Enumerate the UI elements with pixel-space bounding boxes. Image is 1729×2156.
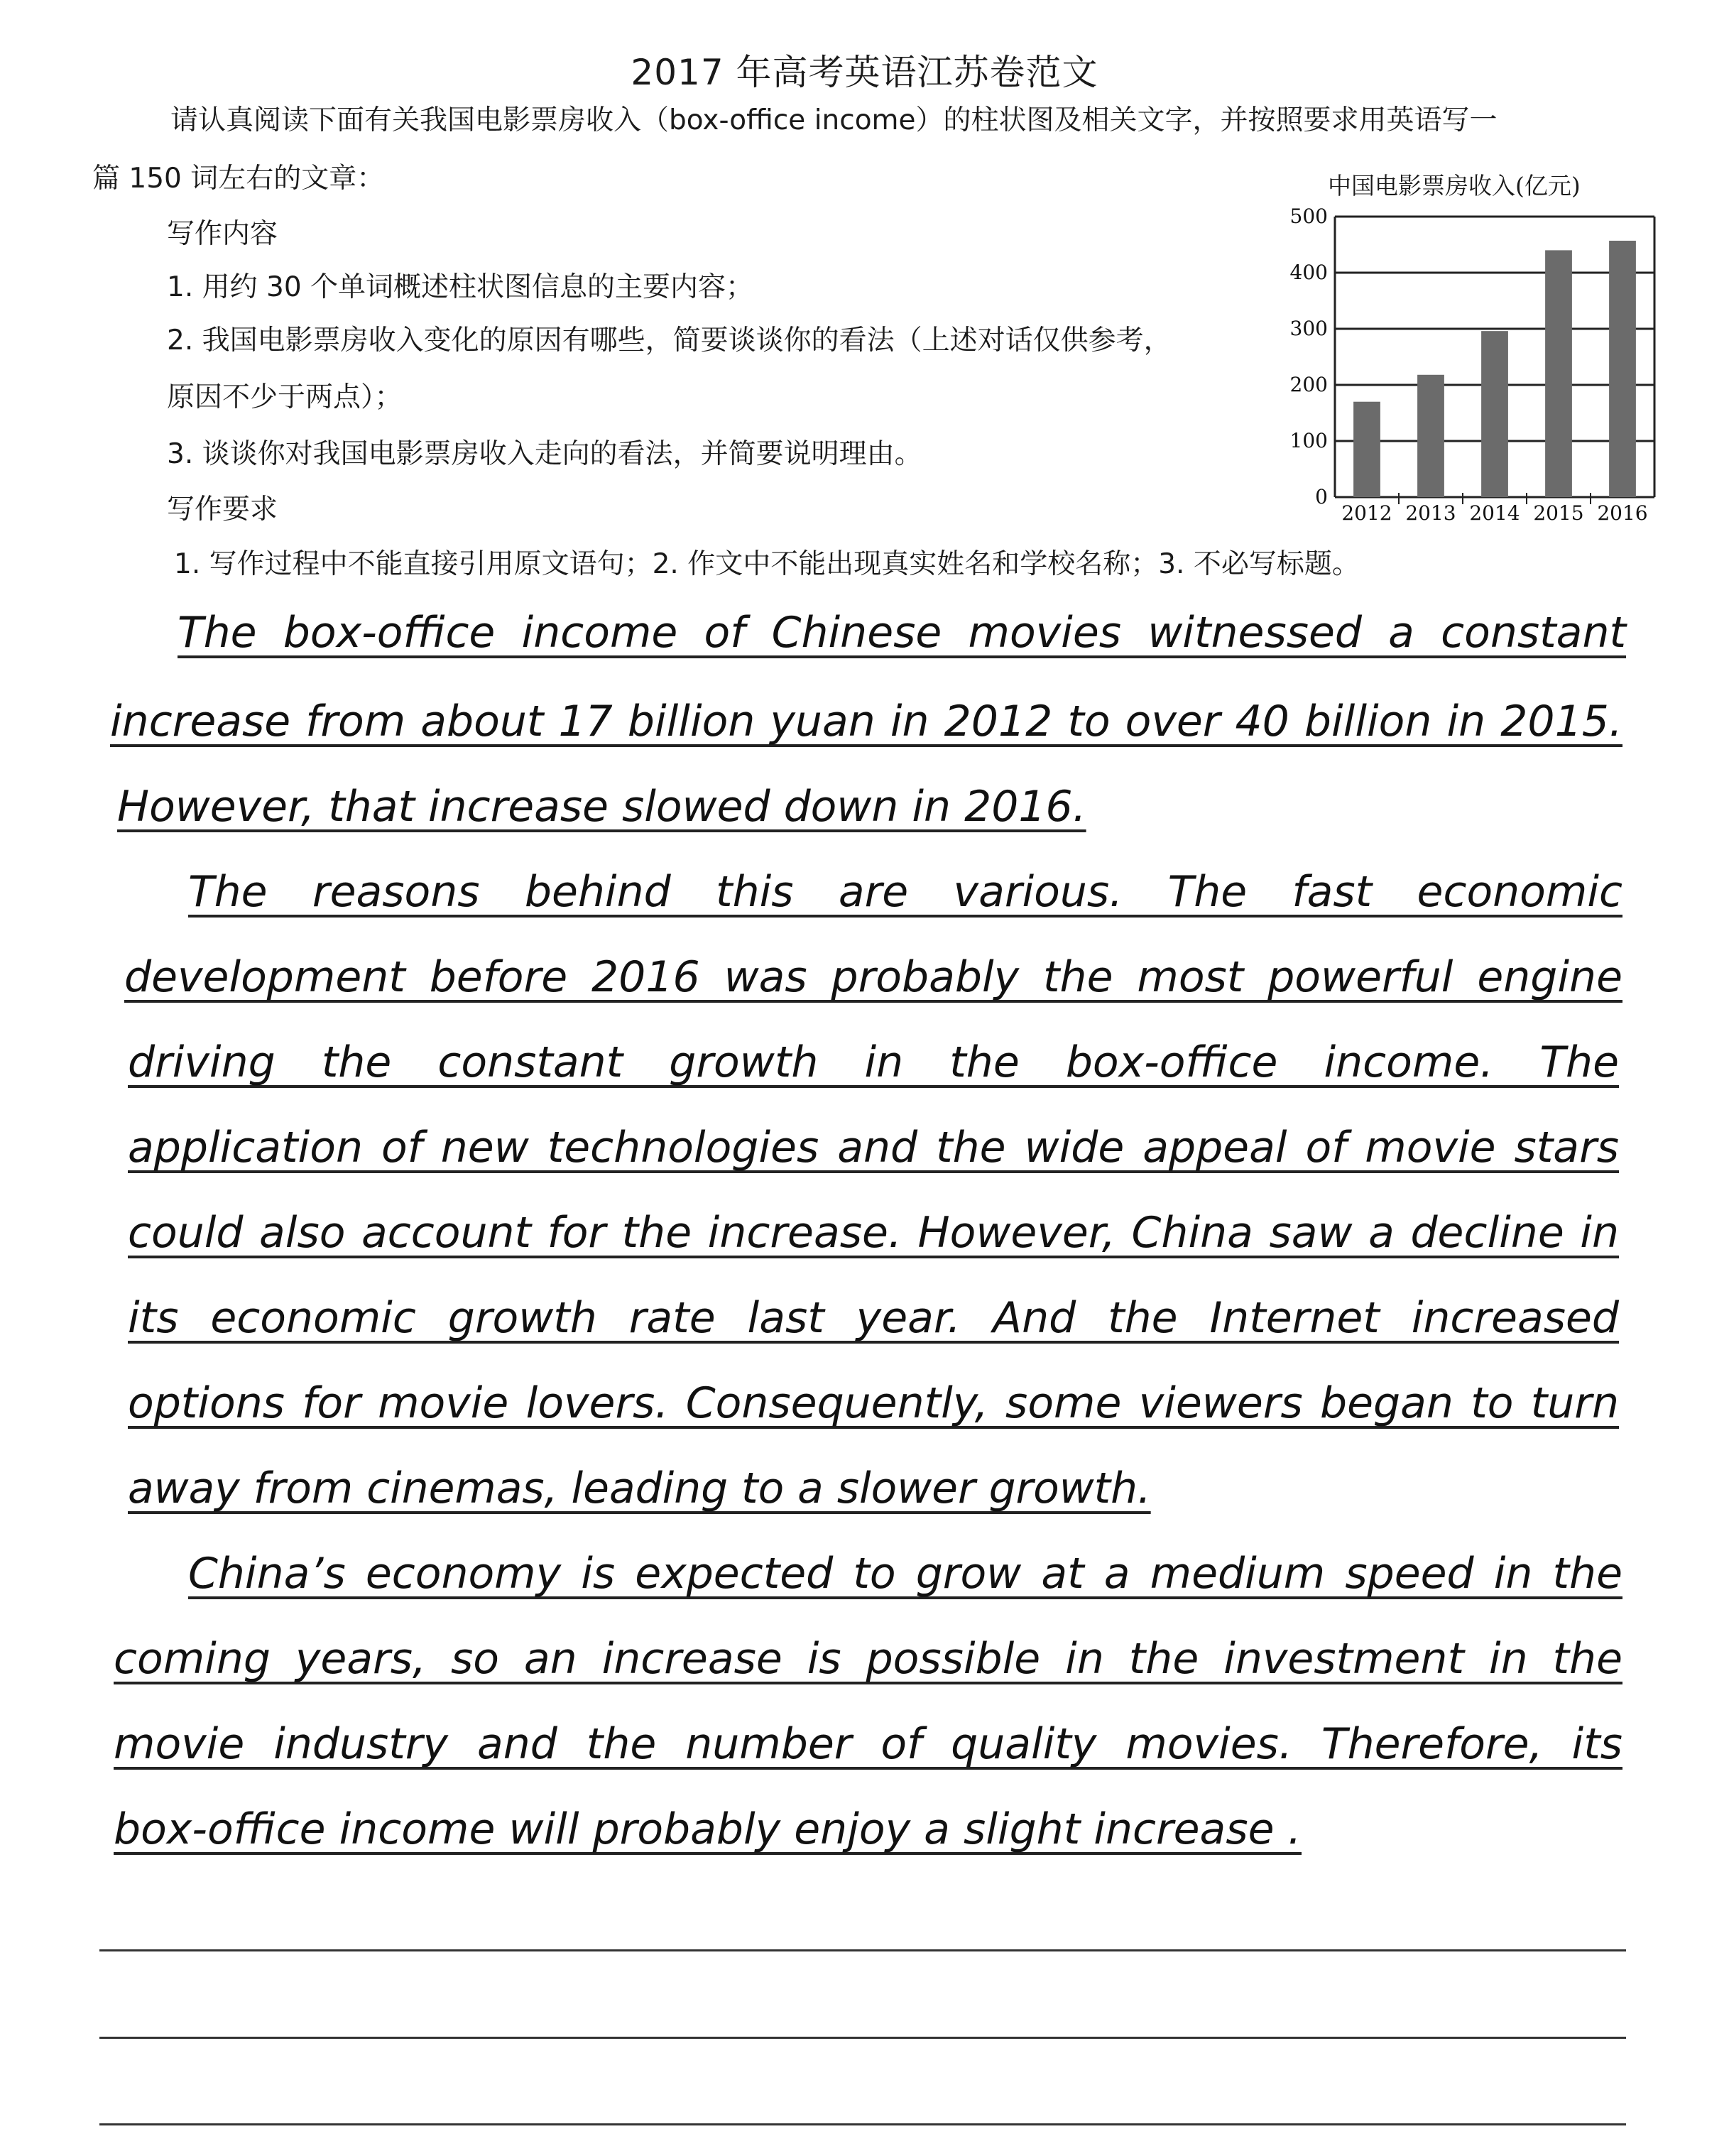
essay-line: its economic growth rate last year. And the Internet increased	[128, 1293, 1619, 1343]
x-tick-label: 2012	[1341, 501, 1392, 525]
y-tick-label: 500	[1289, 205, 1328, 228]
y-tick-label: 200	[1289, 373, 1328, 396]
x-tick-label: 2015	[1533, 501, 1584, 525]
bar-2012	[1353, 402, 1380, 497]
bar-2014	[1481, 331, 1508, 497]
bar-2015	[1545, 250, 1572, 497]
essay-line: The reasons behind this are various. The fast economic	[188, 867, 1622, 917]
essay-line: movie industry and the number of quality movies. Therefore, its	[114, 1719, 1622, 1769]
essay-line: However, that increase slowed down in 2016.	[117, 782, 1086, 832]
y-tick-label: 400	[1289, 261, 1328, 284]
essay-line: coming years, so an increase is possible in the investment in the	[114, 1634, 1622, 1684]
essay-line: increase from about 17 billion yuan in 2012 to over 40 billion in 2015.	[110, 697, 1622, 746]
x-tick-label: 2016	[1597, 501, 1648, 525]
blank-writing-line	[99, 2037, 1626, 2039]
blank-writing-line	[99, 2123, 1626, 2125]
y-tick-label: 300	[1289, 317, 1328, 340]
x-tick-label: 2014	[1469, 501, 1520, 525]
prompt-item-2-line-2: 原因不少于两点）；	[167, 381, 403, 413]
prompt-item-2-line-1: 2. 我国电影票房收入变化的原因有哪些，简要谈谈你的看法（上述对话仅供参考，	[167, 325, 1172, 356]
x-tick-label: 2013	[1405, 501, 1456, 525]
essay-line: development before 2016 was probably the most powerful engine	[124, 952, 1622, 1002]
page-title: 2017 年高考英语江苏卷范文	[631, 52, 1098, 93]
prompt-item-3: 3. 谈谈你对我国电影票房收入走向的看法，并简要说明理由。	[167, 438, 922, 470]
essay-line: box-office income will probably enjoy a slight increase .	[114, 1804, 1302, 1854]
essay-line: could also account for the increase. However, China saw a decline in	[128, 1208, 1619, 1258]
blank-writing-line	[99, 1949, 1626, 1951]
essay-line: The box-office income of Chinese movies witnessed a constant	[178, 608, 1626, 658]
chart-svg	[1278, 160, 1676, 543]
chart-title: 中国电影票房收入(亿元)	[1328, 172, 1581, 200]
essay-line: options for movie lovers. Consequently, some viewers began to turn	[128, 1378, 1619, 1428]
box-office-bar-chart	[1278, 160, 1676, 543]
bar-2013	[1417, 375, 1444, 497]
requirements-line: 1. 写作过程中不能直接引用原文语句；2. 作文中不能出现真实姓名和学校名称；3. 不必写标题。	[174, 548, 1360, 580]
prompt-intro-line-2: 篇 150 词左右的文章：	[92, 163, 385, 195]
prompt-intro-line-1: 请认真阅读下面有关我国电影票房收入（box-office income）的柱状图及相关文字，并按照要求用英语写一	[170, 104, 1498, 136]
essay-line: application of new technologies and the wide appeal of movie stars	[128, 1123, 1619, 1172]
y-tick-label: 100	[1289, 429, 1328, 452]
prompt-item-1: 1. 用约 30 个单词概述柱状图信息的主要内容；	[167, 271, 754, 303]
bar-2016	[1609, 241, 1636, 497]
essay-line: away from cinemas, leading to a slower growth.	[128, 1464, 1152, 1513]
y-tick-label: 0	[1315, 485, 1328, 508]
essay-line: China’s economy is expected to grow at a medium speed in the	[188, 1549, 1622, 1599]
essay-line: driving the constant growth in the box-office income. The	[128, 1038, 1619, 1087]
requirements-heading: 写作要求	[167, 494, 278, 526]
content-heading: 写作内容	[167, 218, 278, 250]
